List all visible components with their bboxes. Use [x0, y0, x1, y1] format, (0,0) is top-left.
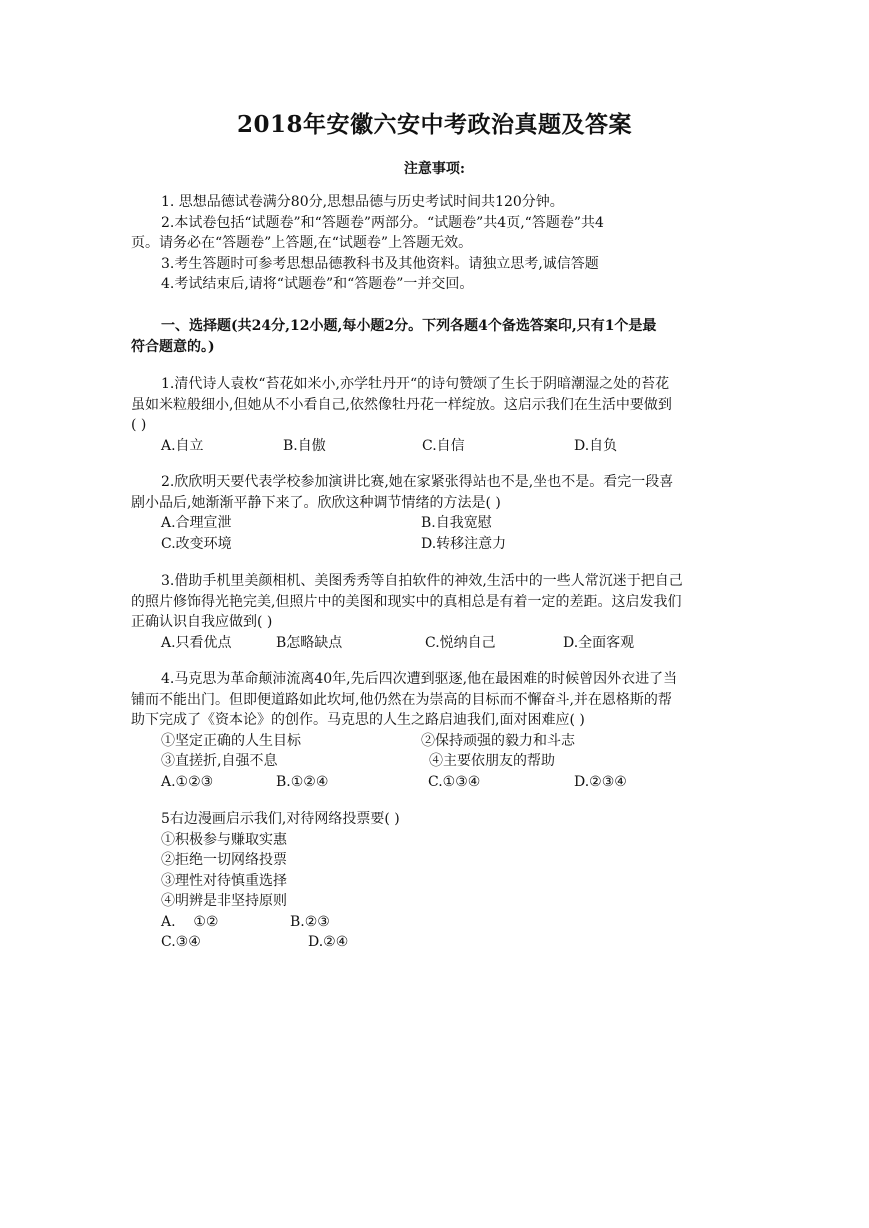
- statements-row: [131, 731, 741, 752]
- question-stem-line: 3.借助手机里美颜相机、美图秀秀等自拍软件的神效,生活中的一些人常沉迷于把自己: [161, 573, 683, 589]
- option-b[interactable]: B.自我宽慰: [421, 515, 492, 531]
- option-c[interactable]: C.①③④: [428, 773, 481, 790]
- option-a[interactable]: A. ①②: [161, 913, 219, 930]
- question-5: [131, 809, 741, 953]
- notice-item: 3.考生答题时可参考思想品德教科书及其他资料。请独立思考,诚信答题: [161, 255, 599, 272]
- options-row: [131, 513, 741, 534]
- option-c[interactable]: C.悦纳自己: [425, 634, 496, 651]
- statement-1: ①坚定正确的人生目标: [161, 732, 301, 749]
- option-b[interactable]: B.①②④: [276, 773, 329, 790]
- option-b[interactable]: B.自傲: [283, 437, 326, 454]
- option-d[interactable]: D.自负: [574, 437, 618, 454]
- statement-1: ①积极参与赚取实惠: [161, 831, 287, 848]
- options-row: [131, 932, 741, 953]
- question-stem-line: 助下完成了《资本论》的创作。马克思的人生之路启迪我们,面对困难应( ): [131, 712, 585, 728]
- options-row: [131, 633, 741, 654]
- statement-2: ②拒绝一切网络投票: [161, 852, 287, 868]
- section-heading-line: 一、选择题(共24分,12小题,每小题2分。下列各题4个备选答案印,只有1个是最: [161, 318, 657, 334]
- option-a[interactable]: A.①②③: [161, 773, 214, 790]
- notice-item: 页。请务必在“答题卷”上答题,在“试题卷”上答题无效。: [131, 235, 473, 251]
- question-stem-line: 1.清代诗人袁枚“苔花如米小,亦学牡丹开“的诗句赞颂了生长于阴暗潮湿之处的苔花: [161, 376, 670, 392]
- options-row: [131, 436, 741, 457]
- option-b[interactable]: B.②③: [290, 913, 330, 930]
- options-row: [131, 534, 741, 555]
- statement-3: ③理性对待慎重选择: [161, 872, 287, 889]
- question-stem-line: 铺而不能出门。但即便道路如此坎坷,他仍然在为崇高的目标而不懈奋斗,并在恩格斯的帮: [131, 691, 672, 708]
- option-c[interactable]: C.③④: [161, 934, 201, 950]
- option-c[interactable]: C.改变环境: [161, 535, 232, 552]
- question-2: [131, 472, 741, 554]
- option-a[interactable]: A.自立: [161, 437, 204, 454]
- notice-item: 1. 思想品德试卷满分80分,思想品德与历史考试时间共120分钟。: [161, 194, 564, 210]
- options-row: [131, 772, 741, 793]
- statement-2: ②保持顽强的毅力和斗志: [421, 732, 575, 749]
- notice-list: [131, 192, 741, 295]
- question-stem-line: 2.欣欣明天要代表学校参加演讲比赛,她在家紧张得站也不是,坐也不是。看完一段喜: [161, 474, 674, 490]
- question-stem-line: 剧小品后,她渐渐平静下来了。欣欣这种调节情绪的方法是( ): [131, 494, 501, 511]
- option-a[interactable]: A.合理宣泄: [161, 515, 232, 531]
- option-a[interactable]: A.只看优点: [161, 634, 232, 651]
- question-1: [131, 374, 741, 456]
- option-d[interactable]: D.②③④: [574, 773, 627, 790]
- option-b[interactable]: B怎略缺点: [276, 634, 343, 651]
- section-heading-line: 符合题意的。): [131, 338, 215, 355]
- question-stem-line: 5右边漫画启示我们,对待网络投票要( ): [161, 811, 400, 827]
- question-4: [131, 669, 741, 792]
- question-stem-line: 4.马克思为革命颠沛流离40年,先后四次遭到驱逐,他在最困难的时候曾因外衣进了当: [161, 671, 678, 687]
- notice-item: 4.考试结束后,请将“试题卷”和“答题卷”一并交回。: [161, 276, 474, 292]
- statement-4: ④明辨是非坚持原则: [161, 893, 287, 909]
- options-row: [131, 912, 741, 933]
- question-stem-line: ( ): [131, 417, 147, 433]
- question-3: [131, 571, 741, 653]
- section-heading: [131, 316, 741, 357]
- question-stem-line: 虽如米粒般细小,但她从不小看自己,依然像牡丹花一样绽放。这启示我们在生活中要做到: [131, 396, 672, 413]
- notice-item: 2.本试卷包括“试题卷”和“答题卷”两部分。“试题卷”共4页,“答题卷”共4: [161, 214, 604, 231]
- statement-3: ③直搓折,自强不息: [161, 753, 278, 769]
- question-stem-line: 的照片修饰得光艳完美,但照片中的美图和现实中的真相总是有着一定的差距。这启发我们: [131, 593, 682, 610]
- statements-row: [131, 751, 741, 772]
- page-title: 2018年安徽六安中考政治真题及答案: [236, 111, 632, 138]
- option-d[interactable]: D.全面客观: [563, 634, 635, 651]
- notice-heading: 注意事项:: [403, 161, 466, 177]
- statement-4: ④主要依朋友的帮助: [429, 753, 555, 769]
- option-d[interactable]: D.转移注意力: [421, 535, 507, 552]
- question-stem-line: 正确认识自我应做到( ): [131, 614, 273, 630]
- option-c[interactable]: C.自信: [422, 437, 465, 454]
- option-d[interactable]: D.②④: [308, 934, 349, 950]
